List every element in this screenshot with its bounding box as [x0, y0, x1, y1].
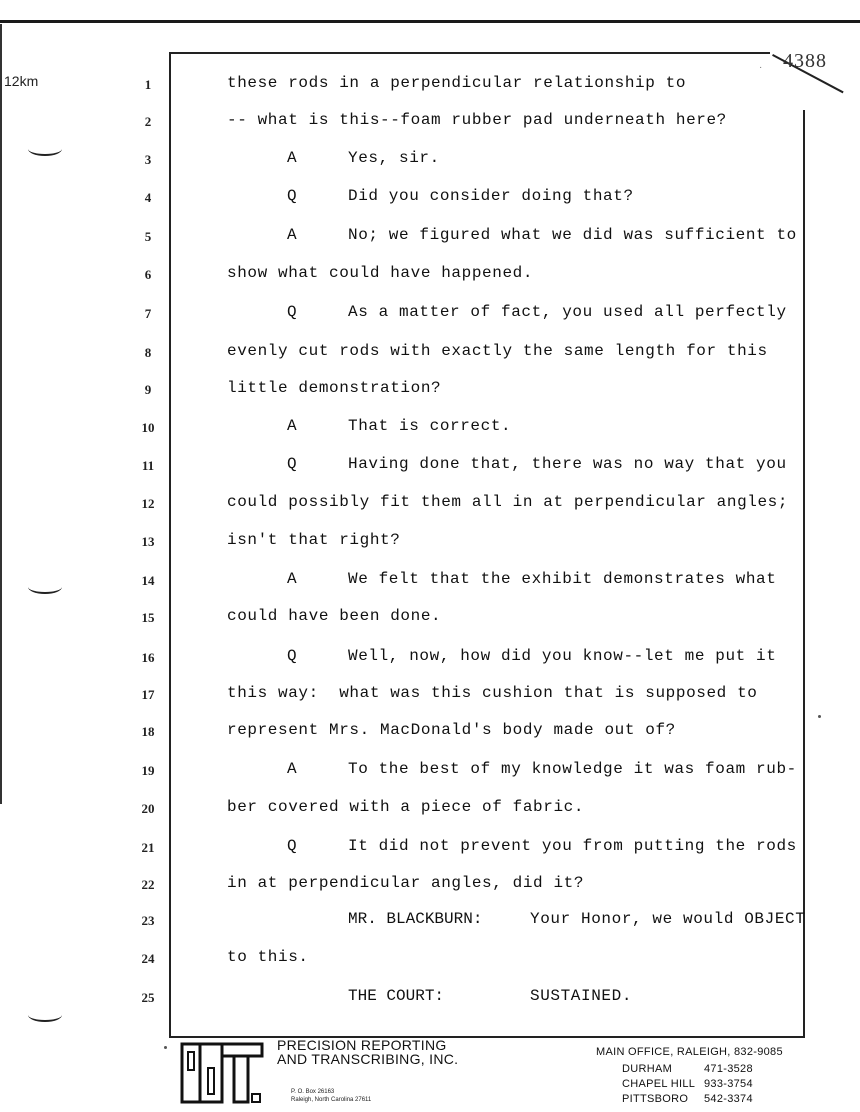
line-number: 7 [144, 306, 152, 321]
testimony-text: little demonstration? [227, 379, 442, 397]
speaker-label: A [287, 226, 297, 244]
line-number: 17 [141, 687, 155, 702]
testimony-text: To the best of my knowledge it was foam rub- [348, 760, 797, 778]
speck [164, 1046, 167, 1049]
line-number: 19 [141, 763, 155, 778]
line-number: 5 [144, 229, 152, 244]
testimony-text: these rods in a perpendicular relationship to [227, 74, 687, 92]
line-number: 1 [144, 77, 152, 92]
margin-tick [28, 580, 62, 594]
firm-address-line2: Raleigh, North Carolina 27611 [291, 1097, 372, 1103]
testimony-text: Well, now, how did you know--let me put it [348, 647, 777, 665]
testimony-text: SUSTAINED. [530, 987, 633, 1005]
left-margin-rule [0, 24, 2, 804]
line-number: 6 [144, 267, 152, 282]
testimony-text: isn't that right? [227, 531, 401, 549]
testimony-text: As a matter of fact, you used all perfectly [348, 303, 787, 321]
line-number: 21 [141, 840, 155, 855]
speck [818, 715, 821, 718]
speaker-label: Q [287, 455, 297, 473]
testimony-text: No; we figured what we did was sufficient to [348, 226, 797, 244]
speaker-label: A [287, 760, 297, 778]
testimony-text: ber covered with a piece of fabric. [227, 798, 585, 816]
speaker-label: MR. BLACKBURN: [348, 910, 483, 928]
testimony-text: evenly cut rods with exactly the same length for this [227, 342, 768, 360]
line-number: 14 [141, 573, 155, 588]
line-number: 18 [141, 724, 155, 739]
line-number: 15 [141, 610, 155, 625]
testimony-text: to this. [227, 948, 309, 966]
office-phone: 471-3528 [704, 1063, 753, 1075]
speaker-label: THE COURT: [348, 987, 445, 1005]
office-phone: 542-3374 [704, 1093, 753, 1105]
line-number: 20 [141, 801, 155, 816]
firm-address-line1: P. O. Box 26163 [291, 1089, 335, 1095]
line-number: 22 [141, 877, 155, 892]
testimony-text: Yes, sir. [348, 149, 440, 167]
speaker-label: Q [287, 303, 297, 321]
page-mark: · [759, 62, 763, 73]
firm-name-line1: PRECISION REPORTING [277, 1037, 447, 1053]
testimony-text: could possibly fit them all in at perpendicular angles; [227, 493, 789, 511]
line-number: 25 [141, 990, 155, 1005]
speaker-label: A [287, 570, 297, 588]
testimony-text: -- what is this--foam rubber pad underneath here? [227, 111, 727, 129]
line-number: 4 [144, 190, 152, 205]
office-city: CHAPEL HILL [622, 1078, 696, 1090]
firm-logo [180, 1038, 268, 1106]
speaker-label: A [287, 417, 297, 435]
line-number: 13 [141, 534, 155, 549]
speaker-label: Q [287, 187, 297, 205]
margin-tick [28, 1008, 62, 1022]
testimony-text: It did not prevent you from putting the rods [348, 837, 797, 855]
margin-tick [28, 142, 62, 156]
line-number: 16 [141, 650, 155, 665]
office-phone: 933-3754 [704, 1078, 753, 1090]
line-number: 24 [141, 951, 155, 966]
speaker-label: A [287, 149, 297, 167]
line-number: 12 [141, 496, 155, 511]
margin-note: 12km [4, 73, 39, 89]
firm-name-line2: AND TRANSCRIBING, INC. [277, 1051, 459, 1067]
office-city: DURHAM [622, 1063, 673, 1075]
speaker-label: Q [287, 647, 297, 665]
office-city: PITTSBORO [622, 1093, 689, 1105]
testimony-text: Having done that, there was no way that you [348, 455, 787, 473]
page-number: 4388 [783, 50, 827, 72]
line-number: 23 [141, 913, 155, 928]
testimony-text: represent Mrs. MacDonald's body made out of? [227, 721, 676, 739]
speaker-label: Q [287, 837, 297, 855]
testimony-text: That is correct. [348, 417, 512, 435]
line-number: 11 [141, 458, 155, 473]
line-number: 10 [141, 420, 155, 435]
line-number: 3 [144, 152, 152, 167]
testimony-text: in at perpendicular angles, did it? [227, 874, 585, 892]
line-number: 9 [144, 382, 152, 397]
testimony-text: could have been done. [227, 607, 442, 625]
main-office: MAIN OFFICE, RALEIGH, 832-9085 [596, 1046, 783, 1058]
testimony-text: Your Honor, we would OBJECT [530, 910, 806, 928]
line-number: 8 [144, 345, 152, 360]
top-rule [0, 20, 860, 23]
testimony-text: show what could have happened. [227, 264, 534, 282]
line-number: 2 [144, 114, 152, 129]
testimony-text: Did you consider doing that? [348, 187, 634, 205]
testimony-text: this way: what was this cushion that is supposed to [227, 684, 758, 702]
testimony-text: We felt that the exhibit demonstrates what [348, 570, 777, 588]
